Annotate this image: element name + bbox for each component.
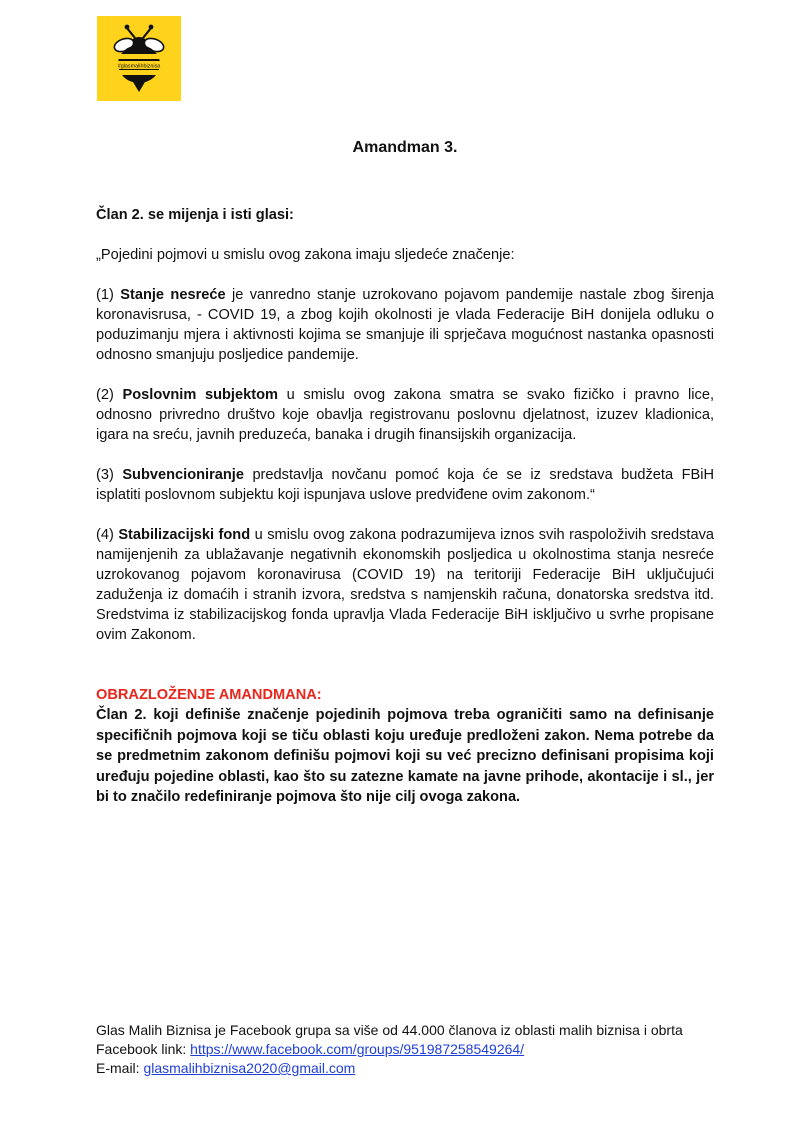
item-term: Poslovnim subjektom	[122, 387, 278, 403]
item-text: predstavlja novčanu pomoć koja će se iz sredstava budžeta FBiH isplatiti poslovnom subjektu koji ispunjava uslove predviđene ovim zakonom.“	[96, 467, 715, 503]
item-number: (4)	[96, 527, 119, 543]
definition-item-4	[96, 525, 714, 645]
definition-item-1	[96, 285, 714, 365]
email-label: E-mail:	[96, 1060, 144, 1076]
item-number: (2)	[96, 387, 123, 403]
definition-item-3	[96, 465, 714, 505]
footer-facebook	[96, 1040, 736, 1059]
bee-icon	[97, 16, 181, 101]
item-number: (1)	[96, 287, 121, 303]
footer-description: Glas Malih Biznisa je Facebook grupa sa više od 44.000 članova iz oblasti malih biznisa i obrta	[96, 1022, 683, 1038]
definition-item-2	[96, 385, 714, 445]
page-title: Amandman 3.	[352, 139, 458, 156]
item-text: u smislu ovog zakona podrazumijeva iznos svih raspoloživih sredstava namijenjenih za ublažavanje negativnih ekonomskih posljedica u okolnostima stanja nesreće uzrokovanog pojavom koronavirusa (COVID 19) na teritoriji Federacije BiH uključujući zaduženja iz domaćih i stranih izvora, sredstva s namjenskih računa, donatorska sredstva itd. Sredstvima iz stabilizacijskog fonda upravlja Vlada Federacije BiH isključivo u svrhe propisane ovim Zakonom.	[96, 527, 714, 643]
footer-email	[96, 1059, 736, 1078]
item-term: Stanje nesreće	[120, 287, 226, 303]
facebook-link[interactable]: https://www.facebook.com/groups/951987258549264/	[190, 1041, 525, 1057]
logo-text: #glasmalihbiznisa	[117, 63, 161, 70]
intro-paragraph: „Pojedini pojmovi u smislu ovog zakona imaju sljedeće značenje:	[96, 247, 515, 263]
item-text: je vanredno stanje uzrokovano pojavom pandemije nastale zbog širenja koronavisrusa, - COVID 19, a zbog kojih okolnosti je vlada Federacije BiH donijela odluku o poduzimanju mjera i aktivnosti kojima se smanjuje ili sprječava mogućnost nastanka opasnosti odnosno smanjuju posljedice pandemije.	[96, 287, 714, 363]
logo	[97, 16, 181, 101]
explanation-heading: OBRAZLOŽENJE AMANDMANA:	[96, 687, 322, 703]
facebook-label: Facebook link:	[96, 1041, 191, 1057]
explanation-text: Član 2. koji definiše značenje pojedinih pojmova treba ograničiti samo na definisanje specifičnih pojmova koji se tiču oblasti koju uređuje predloženi zakon. Nema potrebe da se predmetnim zakonom definišu pojmovi koji su već precizno definisani propisima koji uređuju pojedine oblasti, kao što su zatezne kamate na javne prihode, akontacije i sl., jer bi to značilo redefiniranje pojmova što nije cilj ovoga zakona.	[96, 707, 714, 805]
item-term: Stabilizacijski fond	[118, 527, 251, 543]
email-link[interactable]: glasmalihbiznisa2020@gmail.com	[143, 1060, 356, 1076]
footer	[96, 1021, 736, 1078]
item-term: Subvencioniranje	[122, 467, 244, 483]
document-body	[96, 205, 714, 808]
item-text: u smislu ovog zakona smatra se svako fizičko i pravno lice, odnosno privredno društvo koje obavlja registrovanu poslovnu djelatnost, izuzev kladionica, igara na sreću, javnih preduzeća, banaka i drugih finansijskih organizacija.	[96, 387, 714, 443]
item-number: (3)	[96, 467, 123, 483]
article-heading: Član 2. se mijenja i isti glasi:	[96, 207, 294, 223]
